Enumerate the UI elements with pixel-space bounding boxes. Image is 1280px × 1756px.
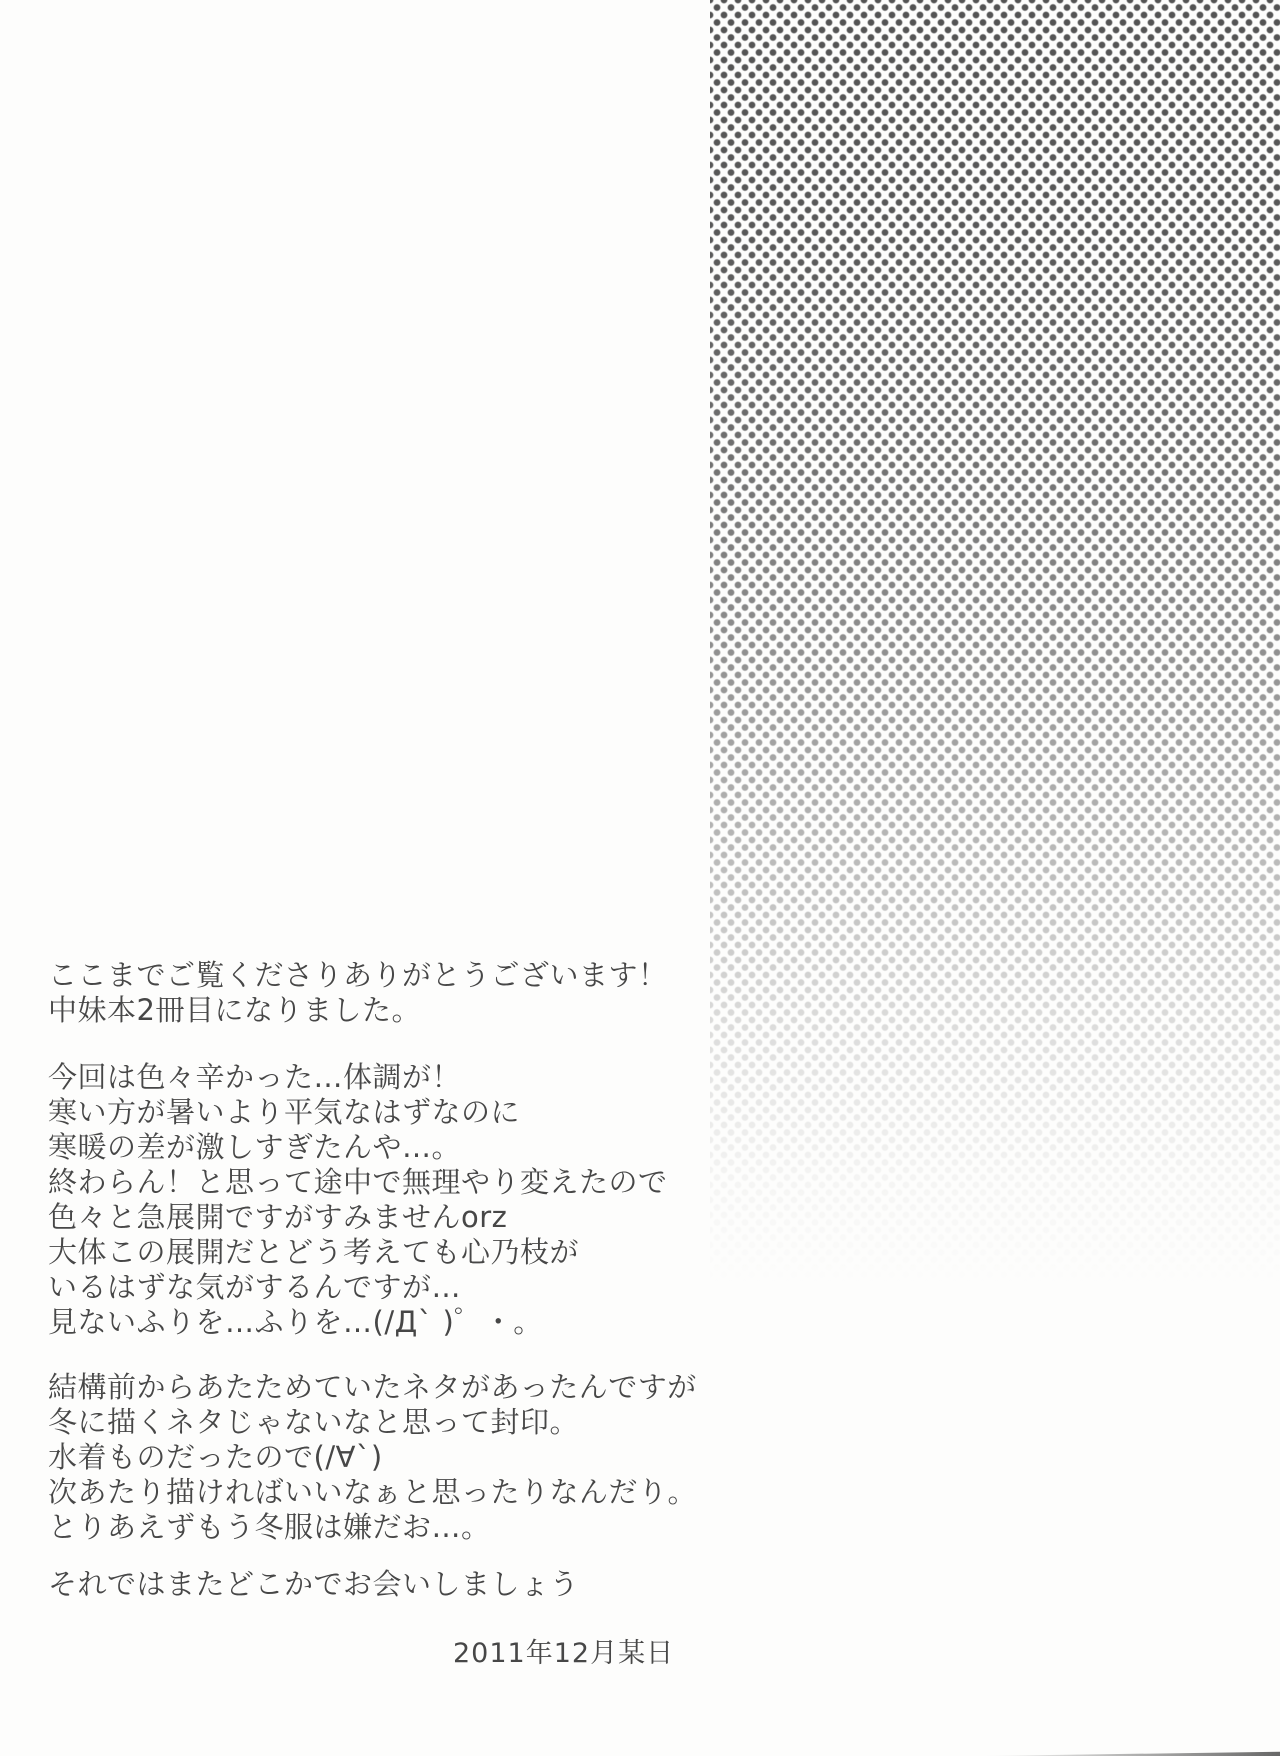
afterword-line: 寒い方が暑いより平気なはずなのに <box>48 1095 521 1129</box>
afterword-line: 大体この展開だとどう考えても心乃枝が <box>48 1235 580 1269</box>
afterword-paragraph-ideas <box>48 1370 697 1545</box>
afterword-line: 終わらん！と思って途中で無理やり変えたので <box>48 1165 668 1199</box>
afterword-paragraph-thanks <box>48 958 668 1028</box>
afterword-line: 次あたり描ければいいなぁと思ったりなんだり。 <box>48 1475 698 1509</box>
halftone-fade-overlay <box>709 0 1280 1311</box>
afterword-line: 色々と急展開ですがすみませんorz <box>48 1200 508 1234</box>
afterword-line: とりあえずもう冬服は嫌だお…。 <box>48 1510 491 1544</box>
afterword-paragraph-farewell <box>48 1567 579 1602</box>
afterword-date: 2011年12月某日 <box>453 1638 675 1669</box>
afterword-paragraph-struggles <box>48 1060 668 1340</box>
afterword-line: 水着ものだったので(/∀`) <box>48 1440 383 1474</box>
afterword-line: 結構前からあたためていたネタがあったんですが <box>48 1370 697 1404</box>
afterword-line: 中妹本2冊目になりました。 <box>48 993 421 1027</box>
afterword-line: それではまたどこかでお会いしましょう <box>48 1567 580 1601</box>
afterword-line: 今回は色々辛かった…体調が！ <box>48 1060 462 1094</box>
afterword-line: 冬に描くネタじゃないなと思って封印。 <box>48 1405 580 1439</box>
afterword-line: 寒暖の差が激しすぎたんや…。 <box>48 1130 462 1164</box>
afterword-line: 見ないふりを…ふりを…(/Д` )゜・。 <box>48 1305 543 1339</box>
scan-edge-artifact <box>980 1751 1280 1756</box>
afterword-line: ここまでご覧くださりありがとうございます！ <box>48 958 668 992</box>
afterword-line: いるはずな気がするんですが… <box>48 1270 462 1304</box>
